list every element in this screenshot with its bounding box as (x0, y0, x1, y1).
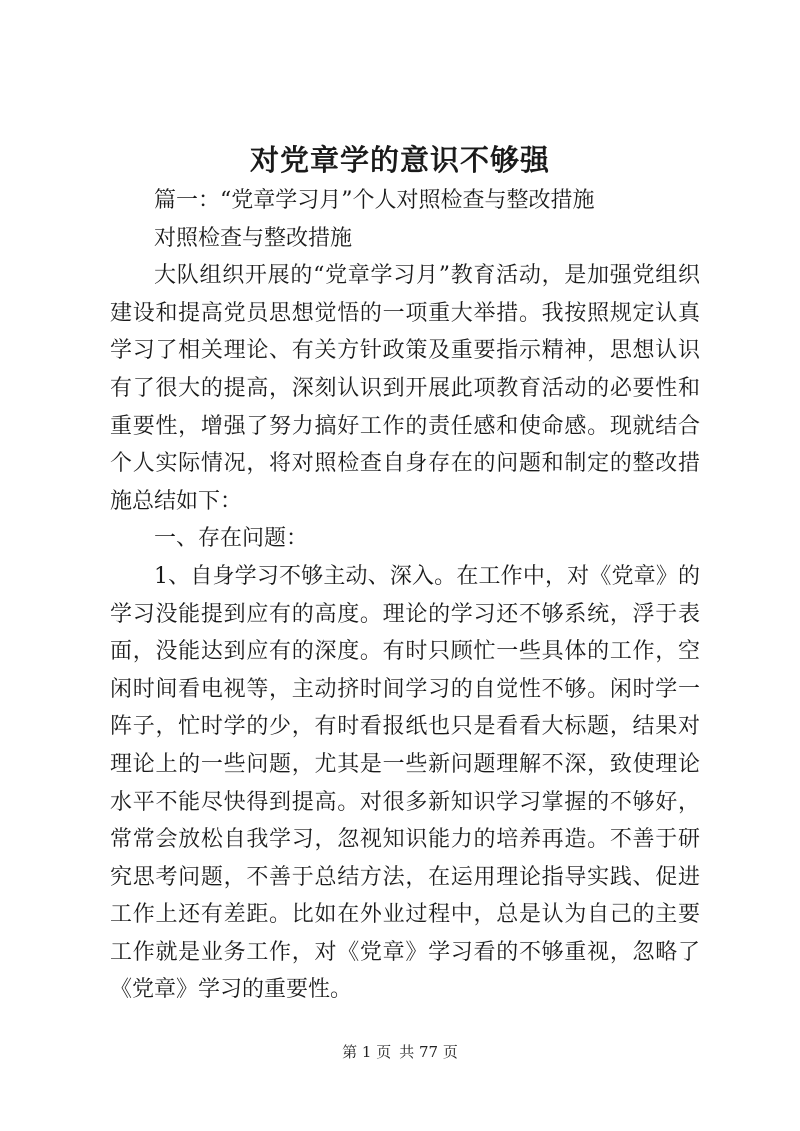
subheading: 对照检查与整改措施 (154, 225, 353, 251)
body-paragraph: 大队组织开展的“党章学习月”教育活动，是加强党组织建设和提高党员思想觉悟的一项重大举措。我按照规定认真学习了相关理论、有关方针政策及重要指示精神，思想认识有了很大的提高，深刻认识到开展此项教育活动的必要性和重要性，增强了努力搞好工作的责任感和使命感。现就结合个人实际情况，将对照检查自身存在的问题和制定的整改措施总结如下： (110, 263, 700, 514)
problems-heading: 一、存在问题： (154, 526, 309, 552)
page-total: 共 77 页 (399, 1043, 458, 1061)
page-number: 第 1 页 (342, 1043, 392, 1061)
document-body (110, 182, 700, 1009)
body-paragraph: 1、自身学习不够主动、深入。在工作中，对《党章》的学习没能提到应有的高度。理论的学习还不够系统，浮于表面，没能达到应有的深度。有时只顾忙一些具体的工作，空闲时间看电视等，主动挤时间学习的自觉性不够。闲时学一阵子，忙时学的少，有时看报纸也只是看看大标题，结果对理论上的一些问题，尤其是一些新问题理解不深，致使理论水平不能尽快得到提高。对很多新知识学习掌握的不够好，常常会放松自我学习，忽视知识能力的培养再造。不善于研究思考问题，不善于总结方法，在运用理论指导实践、促进工作上还有差距。比如在外业过程中，总是认为自己的主要工作就是业务工作，对《党章》学习看的不够重视，忽略了《党章》学习的重要性。 (110, 563, 700, 1003)
section-heading: 篇一：“党章学习月”个人对照检查与整改措施 (154, 188, 595, 213)
page-footer (0, 1042, 800, 1062)
document-title: 对党章学的意识不够强 (249, 143, 550, 177)
